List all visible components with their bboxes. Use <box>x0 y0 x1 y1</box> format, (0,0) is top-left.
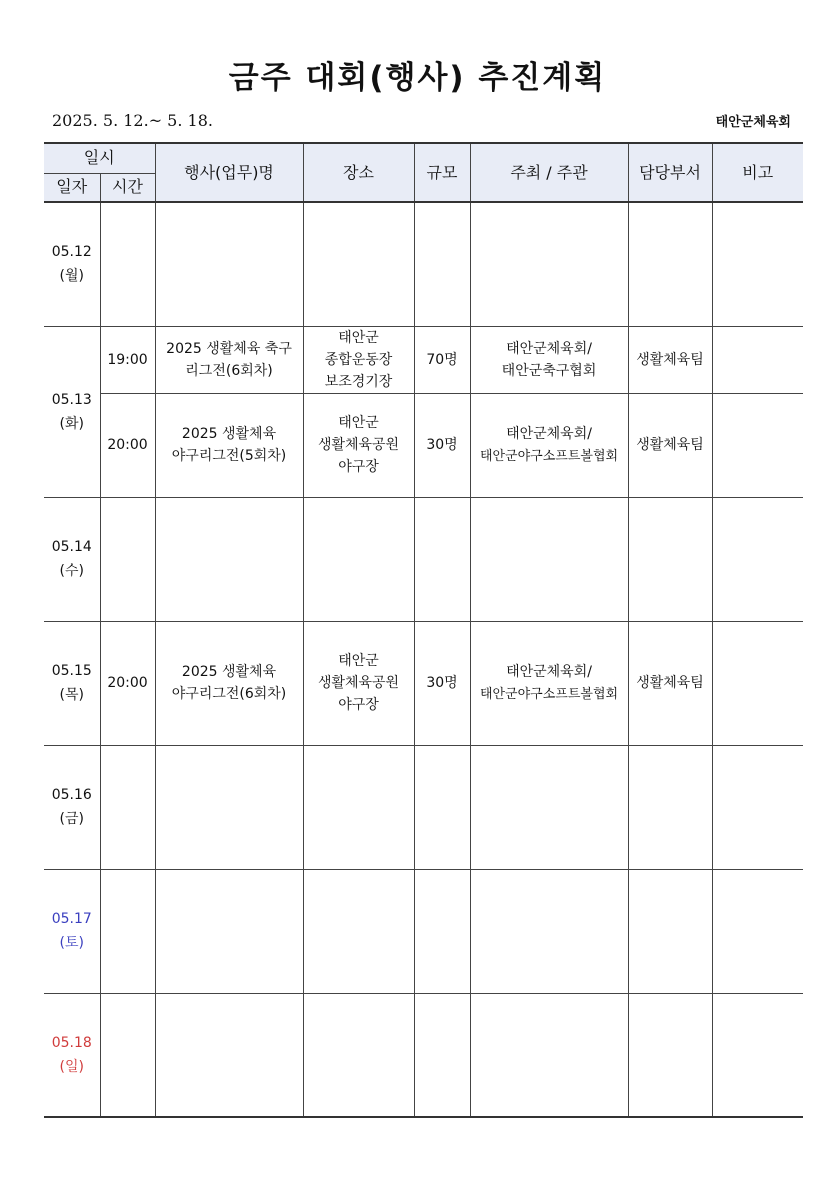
table-row <box>44 993 803 1117</box>
day-cell <box>44 326 100 497</box>
event-host: 태안군체육회/ 태안군야구소프트볼협회 <box>470 621 628 745</box>
header-time: 시간 <box>100 173 155 202</box>
header-host: 주최 / 주관 <box>470 143 628 202</box>
day-date: 05.14 <box>51 539 92 555</box>
event-scale: 30명 <box>414 393 470 497</box>
event-time: 20:00 <box>100 621 155 745</box>
event-place: 태안군 생활체육공원 야구장 <box>303 393 414 497</box>
event-time: 20:00 <box>100 393 155 497</box>
table-row <box>44 326 803 393</box>
day-weekday: (금) <box>59 811 84 827</box>
table-row <box>44 869 803 993</box>
event-place: 태안군 생활체육공원 야구장 <box>303 621 414 745</box>
day-cell <box>44 202 100 326</box>
event-note <box>712 393 803 497</box>
table-row <box>44 202 803 326</box>
table-row <box>44 497 803 621</box>
day-weekday: (토) <box>59 935 84 951</box>
day-weekday: (일) <box>59 1058 84 1075</box>
event-dept: 생활체육팀 <box>628 393 712 497</box>
header-datetime: 일시 <box>44 143 155 173</box>
event-note <box>712 326 803 393</box>
header-note: 비고 <box>712 143 803 202</box>
day-cell <box>44 497 100 621</box>
event-scale: 30명 <box>414 621 470 745</box>
day-weekday: (월) <box>59 268 84 285</box>
header-place: 장소 <box>303 143 414 202</box>
header-scale: 규모 <box>414 143 470 202</box>
event-note <box>712 621 803 745</box>
organization-name: 태안군체육회 <box>715 115 791 130</box>
event-name: 2025 생활체육 야구리그전(6회차) <box>155 621 303 745</box>
day-cell <box>44 621 100 745</box>
event-host: 태안군체육회/ 태안군야구소프트볼협회 <box>470 393 628 497</box>
event-time: 19:00 <box>100 326 155 393</box>
event-host: 태안군체육회/ 태안군축구협회 <box>470 326 628 393</box>
table-row <box>44 621 803 745</box>
day-date: 05.15 <box>51 663 92 679</box>
day-weekday: (화) <box>59 415 84 432</box>
table-row <box>44 745 803 869</box>
day-date: 05.16 <box>51 787 92 803</box>
event-dept: 생활체육팀 <box>628 621 712 745</box>
header-dept: 담당부서 <box>628 143 712 202</box>
day-date: 05.18 <box>51 1034 92 1051</box>
period-text: 2025. 5. 12.~ 5. 18. <box>52 111 213 130</box>
event-name: 2025 생활체육 축구 리그전(6회차) <box>155 326 303 393</box>
schedule-table <box>44 142 803 1118</box>
header-date: 일자 <box>44 173 100 202</box>
page-title: 금주 대회(행사) 추진계획 <box>228 60 607 96</box>
event-dept: 생활체육팀 <box>628 326 712 393</box>
event-scale: 70명 <box>414 326 470 393</box>
day-weekday: (수) <box>59 563 84 579</box>
day-cell <box>44 869 100 993</box>
header-event: 행사(업무)명 <box>155 143 303 202</box>
table-row <box>44 393 803 497</box>
day-cell <box>44 745 100 869</box>
day-date: 05.17 <box>51 911 92 927</box>
day-weekday: (목) <box>59 687 84 703</box>
day-cell <box>44 993 100 1117</box>
day-date: 05.13 <box>51 391 92 408</box>
event-name: 2025 생활체육 야구리그전(5회차) <box>155 393 303 497</box>
event-place: 태안군 종합운동장 보조경기장 <box>303 326 414 393</box>
day-date: 05.12 <box>51 244 92 261</box>
